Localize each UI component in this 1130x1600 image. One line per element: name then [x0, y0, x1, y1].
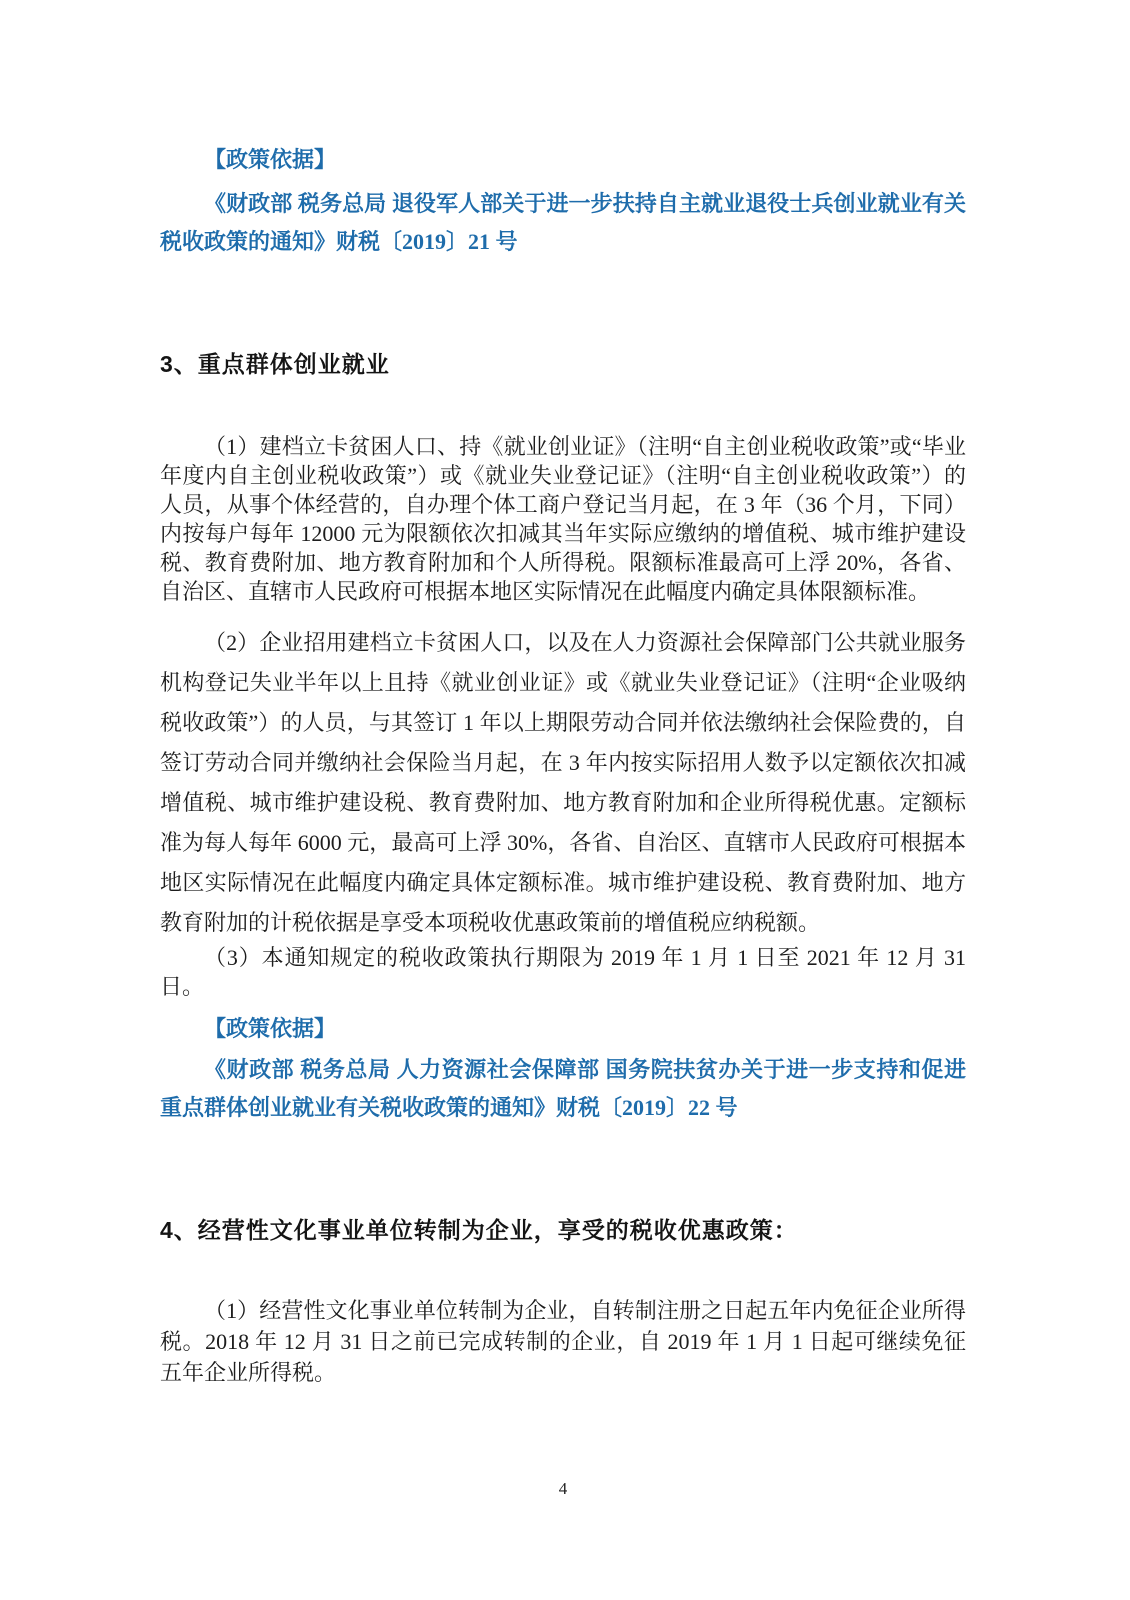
- section-3-heading: 3、重点群体创业就业: [160, 351, 390, 377]
- document-content: [160, 0, 966, 1388]
- section-3-paragraph-1: （1）建档立卡贫困人口、持《就业创业证》（注明“自主创业税收政策”或“毕业年度内自主创业税收政策”）或《就业失业登记证》（注明“自主创业税收政策”）的人员，从事个体经营的，自办理个体工商户登记当月起，在 3 年（36 个月，下同）内按每户每年 12000 元为限额依次扣减其当年实际应缴纳的增值税、城市维护建设税、教育费附加、地方教育附加和个人所得税。限额标准最高可上浮 20%，各省、自治区、直辖市人民政府可根据本地区实际情况在此幅度内确定具体限额标准。: [160, 434, 966, 604]
- page-number: 4: [558, 1479, 568, 1498]
- section-3-paragraph-2: （2）企业招用建档立卡贫困人口，以及在人力资源社会保障部门公共就业服务机构登记失业半年以上且持《就业创业证》或《就业失业登记证》（注明“企业吸纳税收政策”）的人员，与其签订 1 年以上期限劳动合同并依法缴纳社会保险费的，自签订劳动合同并缴纳社会保险当月起，在 3 年内按实际招用人数予以定额依次扣减增值税、城市维护建设税、教育费附加、地方教育附加和企业所得税优惠。定额标准为每人每年 6000 元，最高可上浮 30%，各省、自治区、直辖市人民政府可根据本地区实际情况在此幅度内确定具体定额标准。城市维护建设税、教育费附加、地方教育附加的计税依据是享受本项税收优惠政策前的增值税应纳税额。: [160, 630, 966, 935]
- section-4-heading: 4、经营性文化事业单位转制为企业，享受的税收优惠政策：: [160, 1217, 798, 1243]
- section-4-paragraph-1: （1）经营性文化事业单位转制为企业，自转制注册之日起五年内免征企业所得税。2018 年 12 月 31 日之前已完成转制的企业，自 2019 年 1 月 1 日起可继续免征五年企业所得税。: [160, 1298, 966, 1385]
- policy-basis-1-content: 《财政部 税务总局 退役军人部关于进一步扶持自主就业退役士兵创业就业有关税收政策的通知》财税〔2019〕21 号: [160, 191, 966, 254]
- policy-basis-1-label: 【政策依据】: [204, 147, 337, 172]
- policy-basis-2-content: 《财政部 税务总局 人力资源社会保障部 国务院扶贫办关于进一步支持和促进重点群体创业就业有关税收政策的通知》财税〔2019〕22 号: [160, 1057, 966, 1120]
- policy-basis-2-label: 【政策依据】: [204, 1016, 337, 1041]
- section-3-paragraph-3: （3）本通知规定的税收政策执行期限为 2019 年 1 月 1 日至 2021 年 12 月 31 日。: [160, 945, 966, 999]
